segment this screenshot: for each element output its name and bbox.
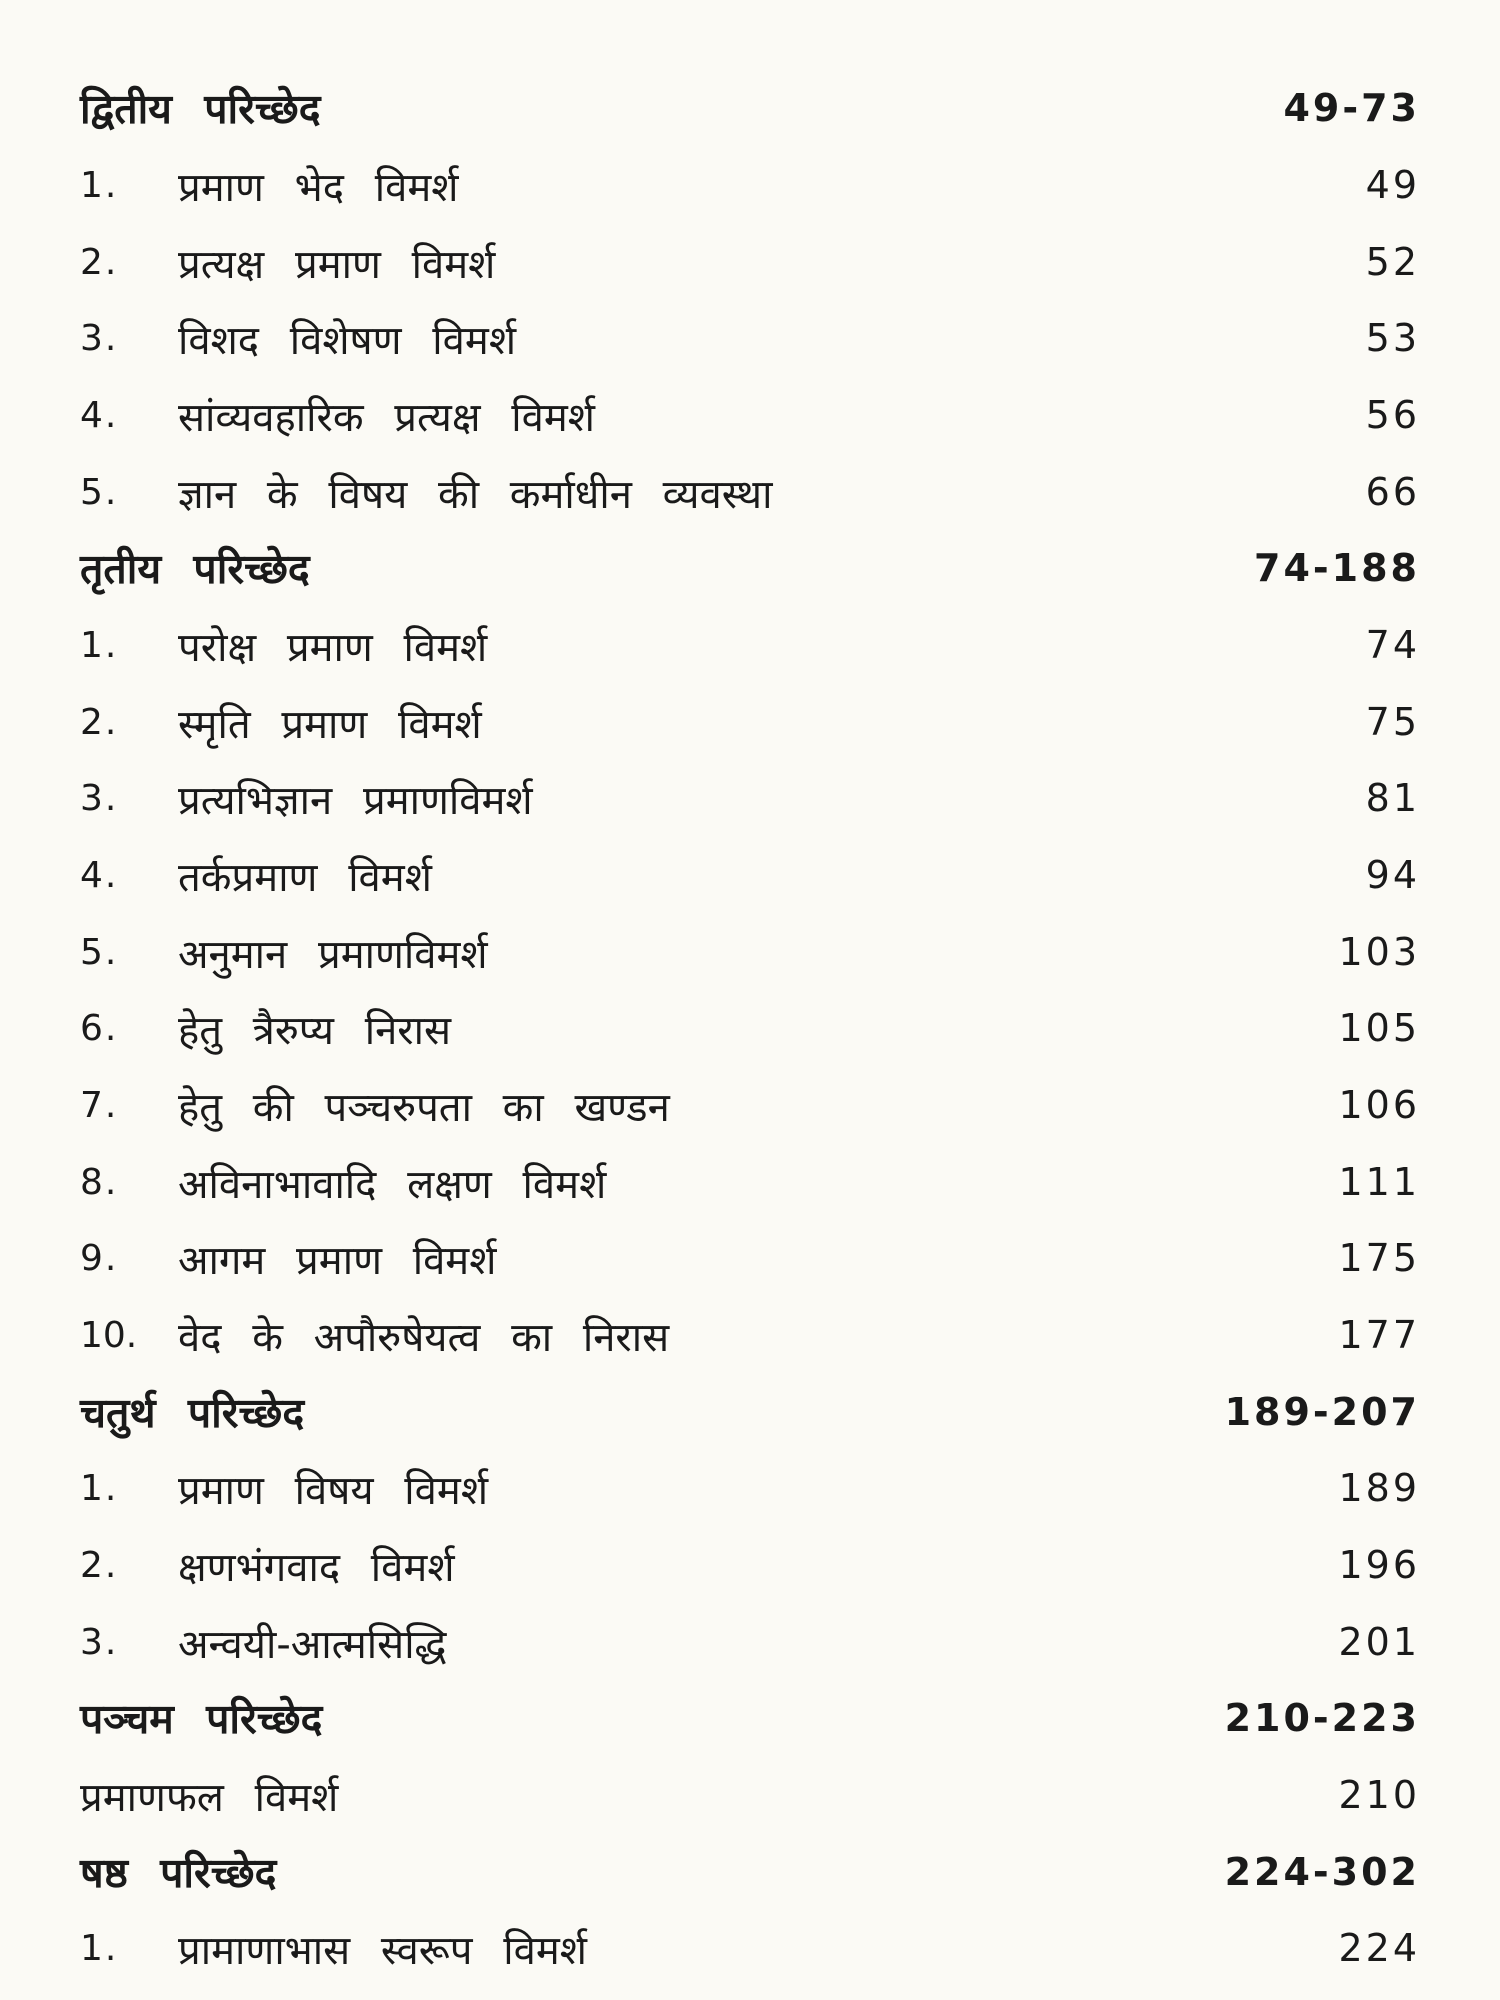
- entry-title: प्रत्यभिज्ञान प्रमाणविमर्श: [178, 777, 533, 824]
- entry-number: 8.: [80, 1161, 119, 1203]
- entry-title: अन्वयी-आत्मसिद्धि: [178, 1621, 447, 1668]
- entry-number: 3.: [80, 777, 119, 819]
- entry-number: 2.: [80, 701, 119, 743]
- section-title: पञ्चम परिच्छेद: [80, 1695, 323, 1743]
- entry-number: 4.: [80, 394, 119, 436]
- toc-entry: [80, 457, 1420, 527]
- entry-page: 224: [1338, 1926, 1420, 1970]
- toc-entry: [80, 763, 1420, 833]
- entry-page: 49: [1365, 163, 1420, 207]
- entry-number: 3.: [80, 1621, 119, 1663]
- entry-number: 10.: [80, 1314, 138, 1356]
- section-title: चतुर्थ परिच्छेद: [80, 1389, 305, 1437]
- entry-page: 66: [1365, 470, 1420, 514]
- entry-page: 53: [1365, 316, 1420, 360]
- entry-page: 111: [1338, 1160, 1420, 1204]
- entry-title: वेद के अपौरुषेयत्व का निरास: [178, 1314, 670, 1361]
- entry-title: प्रमाण विषय विमर्श: [178, 1467, 489, 1514]
- entry-title: स्मृति प्रमाण विमर्श: [178, 701, 482, 748]
- entry-title: परोक्ष प्रमाण विमर्श: [178, 624, 488, 671]
- entry-number: 1.: [80, 1927, 119, 1969]
- entry-number: 4.: [80, 854, 119, 896]
- toc-entry: [80, 1760, 1420, 1830]
- section-heading: [80, 1683, 1420, 1753]
- toc-entry: [80, 1453, 1420, 1523]
- entry-page: 81: [1365, 776, 1420, 820]
- entry-number: 1.: [80, 1467, 119, 1509]
- entry-page: 52: [1365, 240, 1420, 284]
- toc-entry: [80, 1070, 1420, 1140]
- entry-number: 5.: [80, 471, 119, 513]
- entry-title: सांव्यवहारिक प्रत्यक्ष विमर्श: [178, 394, 595, 441]
- toc-entry: [80, 1913, 1420, 1983]
- entry-page: 210: [1338, 1773, 1420, 1817]
- entry-title: तर्कप्रमाण विमर्श: [178, 854, 432, 901]
- entry-page: 106: [1338, 1083, 1420, 1127]
- entry-title: प्रमाण भेद विमर्श: [178, 164, 459, 211]
- entry-number: 2.: [80, 1544, 119, 1586]
- entry-number: 7.: [80, 1084, 119, 1126]
- toc-entry: [80, 610, 1420, 680]
- toc-entry: [80, 227, 1420, 297]
- section-heading: [80, 1837, 1420, 1907]
- toc-entry: [80, 1607, 1420, 1677]
- toc-entry: [80, 1223, 1420, 1293]
- section-page-range: 74-188: [1254, 546, 1420, 590]
- entry-page: 103: [1338, 930, 1420, 974]
- entry-title: आगम प्रमाण विमर्श: [178, 1237, 497, 1284]
- entry-number: 1.: [80, 624, 119, 666]
- section-heading: [80, 1377, 1420, 1447]
- entry-page: 196: [1338, 1543, 1420, 1587]
- section-page-range: 224-302: [1224, 1850, 1420, 1894]
- entry-page: 201: [1338, 1620, 1420, 1664]
- toc-entry: [80, 840, 1420, 910]
- entry-title: ज्ञान के विषय की कर्माधीन व्यवस्था: [178, 471, 773, 518]
- toc-entry: [80, 687, 1420, 757]
- entry-number: 6.: [80, 1007, 119, 1049]
- entry-page: 105: [1338, 1006, 1420, 1050]
- toc-entry: [80, 1300, 1420, 1370]
- toc-entry: [80, 150, 1420, 220]
- section-title: षष्ठ परिच्छेद: [80, 1849, 277, 1897]
- toc-entry: [80, 380, 1420, 450]
- toc-entry: [80, 917, 1420, 987]
- entry-title: अनुमान प्रमाणविमर्श: [178, 931, 488, 978]
- entry-page: 56: [1365, 393, 1420, 437]
- entry-number: 9.: [80, 1237, 119, 1279]
- entry-page: 94: [1365, 853, 1420, 897]
- entry-title: अविनाभावादि लक्षण विमर्श: [178, 1161, 607, 1208]
- section-title: तृतीय परिच्छेद: [80, 545, 310, 593]
- entry-title: हेतु की पञ्चरुपता का खण्डन: [178, 1084, 670, 1131]
- section-page-range: 189-207: [1224, 1390, 1420, 1434]
- toc-entry: [80, 1530, 1420, 1600]
- section-page-range: 210-223: [1224, 1696, 1420, 1740]
- entry-title: प्रमाणफल विमर्श: [80, 1774, 339, 1821]
- entry-page: 75: [1365, 700, 1420, 744]
- entry-title: क्षणभंगवाद विमर्श: [178, 1544, 455, 1591]
- section-heading: [80, 73, 1420, 143]
- entry-title: हेतु त्रैरुप्य निरास: [178, 1007, 452, 1054]
- section-heading: [80, 533, 1420, 603]
- entry-title: प्रत्यक्ष प्रमाण विमर्श: [178, 241, 496, 288]
- entry-title: विशद विशेषण विमर्श: [178, 317, 517, 364]
- entry-page: 175: [1338, 1236, 1420, 1280]
- entry-page: 189: [1338, 1466, 1420, 1510]
- toc-entry: [80, 993, 1420, 1063]
- entry-page: 74: [1365, 623, 1420, 667]
- entry-number: 1.: [80, 164, 119, 206]
- entry-number: 5.: [80, 931, 119, 973]
- section-title: द्वितीय परिच्छेद: [80, 85, 321, 133]
- toc-entry: [80, 303, 1420, 373]
- section-page-range: 49-73: [1283, 86, 1420, 130]
- entry-page: 177: [1338, 1313, 1420, 1357]
- toc-entry: [80, 1147, 1420, 1217]
- entry-title: प्रामाणाभास स्वरूप विमर्श: [178, 1927, 587, 1974]
- entry-number: 3.: [80, 317, 119, 359]
- entry-number: 2.: [80, 241, 119, 283]
